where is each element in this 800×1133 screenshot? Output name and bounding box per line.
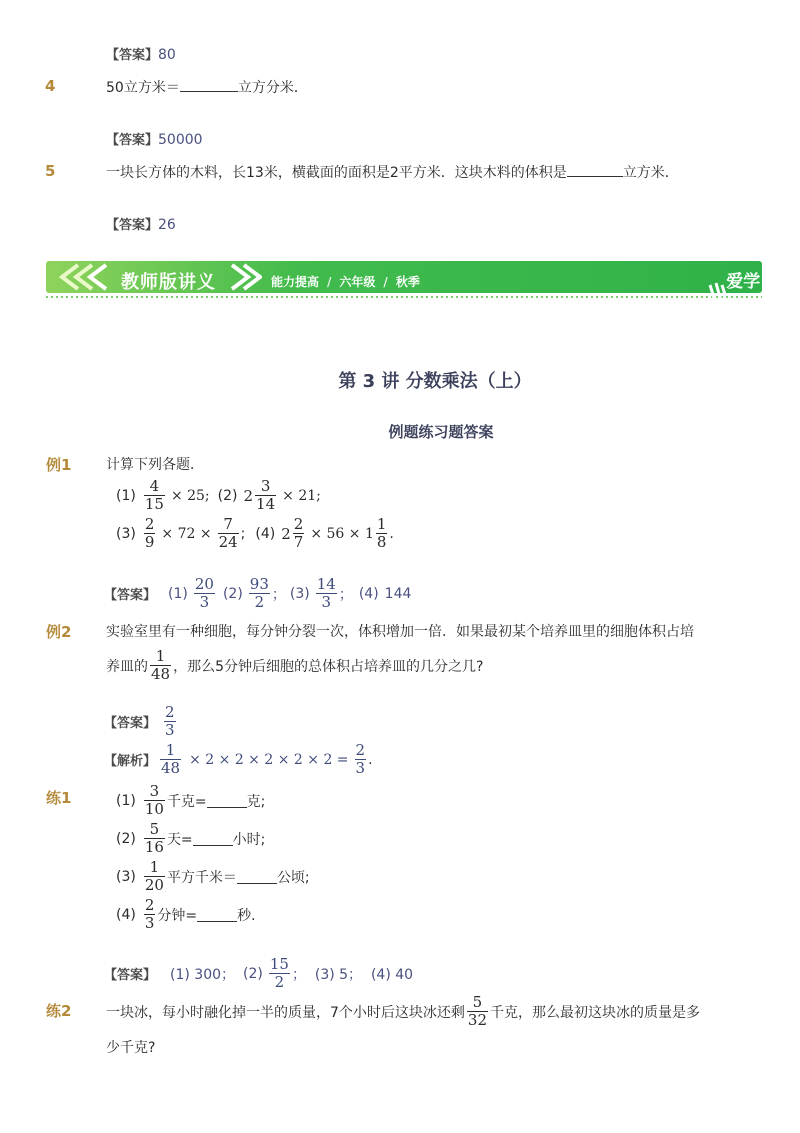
- expression-middle: × 56 × 1: [310, 525, 374, 542]
- fraction: [164, 704, 176, 739]
- fraction: [144, 478, 165, 513]
- header-banner: [46, 261, 762, 317]
- numerator: 5: [472, 993, 483, 1011]
- answer-blank: [237, 869, 277, 884]
- numerator: 1: [155, 647, 166, 665]
- denominator: 14: [256, 495, 276, 513]
- text: 养皿的: [106, 658, 148, 675]
- practice-1-label: 练1: [46, 789, 72, 807]
- answer-label: 【答案】: [104, 968, 157, 983]
- numerator: 15: [269, 955, 289, 973]
- part-tag: (2): [243, 965, 263, 982]
- chevron-right-icon: [226, 261, 262, 293]
- logo-icon: [708, 281, 726, 303]
- banner-title: 教师版讲义: [121, 272, 216, 293]
- part-tag: (1): [116, 792, 136, 809]
- fraction: [355, 742, 367, 777]
- fraction: [144, 897, 156, 932]
- breadcrumb-separator: /: [327, 275, 332, 289]
- question-5-unit: 立方米．: [622, 165, 679, 181]
- question-4-unit: 立方分米．: [237, 80, 308, 96]
- numerator: 5: [149, 820, 160, 838]
- answer-value: 26: [158, 217, 176, 233]
- question-number-4: 4: [45, 77, 56, 95]
- practice-1-item-1: [116, 783, 265, 818]
- denominator: 48: [161, 759, 181, 777]
- answer-value: 80: [158, 47, 176, 63]
- fraction: [293, 516, 305, 551]
- numerator: 1: [165, 741, 176, 759]
- denominator: 3: [144, 914, 155, 932]
- fraction: [376, 516, 388, 551]
- practice-1-item-2: [116, 821, 265, 856]
- denominator: 7: [293, 533, 304, 551]
- fraction: [144, 783, 165, 818]
- mixed-number: [281, 516, 306, 551]
- answer-row-4: [106, 130, 203, 151]
- whole-part: 2: [243, 486, 254, 505]
- expression-middle: × 2 × 2 × 2 × 2 × 2 =: [189, 751, 349, 768]
- denominator: 2: [274, 973, 285, 991]
- part-tag: (3): [116, 525, 136, 542]
- answer-label: 【答案】: [106, 218, 159, 233]
- lecture-title: 第 3 讲 分数乘法（上）: [338, 371, 532, 392]
- breadcrumb-separator: /: [383, 275, 388, 289]
- answer-label: 【答案】: [104, 588, 157, 603]
- answer-label: 【答案】: [106, 48, 159, 63]
- numerator: 1: [149, 858, 160, 876]
- brand-logo: [708, 267, 762, 317]
- fraction: [316, 576, 337, 611]
- banner-breadcrumb: [271, 273, 420, 290]
- denominator: 16: [144, 838, 164, 856]
- answer-value: ； (3) 5； (4) 40: [291, 966, 414, 983]
- numerator: 2: [293, 515, 304, 533]
- denominator: 20: [144, 876, 164, 894]
- breadcrumb-item: 秋季: [395, 275, 420, 289]
- unit-text: 克;: [246, 793, 266, 810]
- separator: ；: [271, 586, 286, 603]
- part-tag: (1): [168, 585, 188, 602]
- example-1-answer: [104, 576, 411, 611]
- fraction: [194, 576, 215, 611]
- logo-text: 爱学习: [726, 272, 761, 317]
- question-5: [106, 162, 679, 183]
- denominator: 24: [218, 533, 238, 551]
- section-title: 例题练习题答案: [388, 423, 494, 441]
- part-tag: (2): [217, 487, 238, 504]
- answer-label: 【答案】: [104, 716, 157, 731]
- denominator: 8: [376, 533, 387, 551]
- text: 千克，那么最初这块冰的质量是多: [490, 1004, 700, 1021]
- denominator: 2: [254, 593, 265, 611]
- fraction: [144, 516, 156, 551]
- numerator: 1: [376, 515, 387, 533]
- expression-end: ;: [240, 525, 246, 542]
- unit-text: 小时;: [232, 831, 266, 848]
- unit-text: 秒.: [237, 907, 256, 924]
- numerator: 3: [260, 477, 271, 495]
- example-1-part-1-2: [116, 478, 321, 513]
- practice-1-answer: [104, 956, 413, 991]
- numerator: 20: [194, 575, 214, 593]
- numerator: 2: [144, 515, 155, 533]
- fraction: [150, 648, 171, 683]
- fraction: [255, 478, 276, 513]
- denominator: 10: [144, 800, 164, 818]
- example-1-part-3-4: [116, 516, 394, 551]
- unit-text: 千克=: [166, 793, 207, 810]
- mixed-number: [244, 478, 279, 513]
- practice-2-label: 练2: [46, 1002, 72, 1020]
- fraction: [144, 859, 165, 894]
- part-tag: (4): [255, 525, 276, 542]
- example-2-line-2: [106, 648, 483, 683]
- practice-2-line-1: [106, 994, 700, 1029]
- expression-middle: × 72 ×: [161, 525, 212, 542]
- fraction: [467, 994, 488, 1029]
- answer-row-prev: [106, 45, 176, 66]
- example-2-label: 例2: [46, 623, 72, 641]
- separator: ；: [338, 586, 353, 603]
- question-4: [106, 77, 308, 98]
- fraction: [160, 742, 181, 777]
- question-4-text: 50立方米＝: [106, 80, 180, 96]
- expression-end: .: [389, 525, 394, 542]
- fraction: [269, 956, 290, 991]
- denominator: 3: [165, 721, 175, 739]
- denominator: 9: [144, 533, 155, 551]
- answer-blank: [197, 907, 237, 922]
- unit-text: 公顷;: [276, 869, 310, 886]
- practice-2-line-2: 少千克?: [106, 1040, 156, 1056]
- numerator: 2: [165, 703, 175, 721]
- example-1-prompt: 计算下列各题．: [106, 457, 204, 473]
- numerator: 14: [316, 575, 336, 593]
- unit-text: 天=: [166, 831, 193, 848]
- question-5-text: 一块长方体的木料，长13米，横截面的面积是2平方米．这块木料的体积是: [106, 165, 567, 181]
- answer-blank: [207, 793, 247, 808]
- answer-value: (1) 300；: [170, 966, 236, 983]
- numerator: 2: [144, 896, 155, 914]
- answer-row-5: [106, 215, 176, 236]
- text: ，那么5分钟后细胞的总体积占培养皿的几分之几?: [173, 658, 484, 675]
- numerator: 3: [149, 782, 160, 800]
- text: 一块冰，每小时融化掉一半的质量，7个小时后这块冰还剩: [106, 1004, 465, 1021]
- part-tag: (4): [116, 906, 136, 923]
- answer-blank: [180, 77, 238, 92]
- fraction: [218, 516, 239, 551]
- practice-1-item-4: [116, 897, 256, 932]
- numerator: 7: [223, 515, 233, 533]
- part-tag: (4): [358, 585, 379, 602]
- breadcrumb-item: 六年级: [339, 275, 376, 289]
- expression-rest: × 25;: [170, 487, 210, 504]
- expression-end: .: [368, 751, 373, 768]
- denominator: 15: [144, 495, 164, 513]
- denominator: 48: [151, 665, 171, 683]
- numerator: 93: [249, 575, 269, 593]
- numerator: 2: [355, 741, 366, 759]
- question-number-5: 5: [45, 162, 56, 180]
- answer-value: 50000: [158, 132, 203, 148]
- unit-text: 分钟=: [157, 907, 198, 924]
- part-tag: (3): [116, 868, 136, 885]
- denominator: 3: [355, 759, 366, 777]
- answer-blank: [193, 831, 233, 846]
- denominator: 3: [321, 593, 332, 611]
- answer-label: 【答案】: [106, 133, 159, 148]
- part-tag: (1): [116, 487, 136, 504]
- unit-text: 平方千米＝: [166, 869, 237, 886]
- denominator: 32: [467, 1011, 487, 1029]
- example-2-answer: [104, 704, 178, 739]
- example-2-line-1: 实验室里有一种细胞，每分钟分裂一次，体积增加一倍．如果最初某个培养皿里的细胞体积占培: [106, 624, 694, 640]
- expression-rest: × 21;: [282, 487, 321, 504]
- answer-value: 144: [384, 585, 412, 602]
- example-2-analysis: [104, 742, 373, 777]
- breadcrumb-item: 能力提高: [271, 275, 320, 289]
- whole-part: 2: [281, 524, 291, 543]
- chevron-left-icon: [50, 261, 120, 293]
- part-tag: (2): [222, 585, 243, 602]
- analysis-label: 【解析】: [104, 754, 157, 769]
- denominator: 3: [199, 593, 210, 611]
- fraction: [144, 821, 165, 856]
- practice-1-item-3: [116, 859, 310, 894]
- answer-blank: [567, 162, 623, 177]
- example-1-label: 例1: [46, 456, 72, 474]
- fraction: [249, 576, 270, 611]
- part-tag: (3): [289, 585, 310, 602]
- numerator: 4: [149, 477, 160, 495]
- part-tag: (2): [116, 830, 136, 847]
